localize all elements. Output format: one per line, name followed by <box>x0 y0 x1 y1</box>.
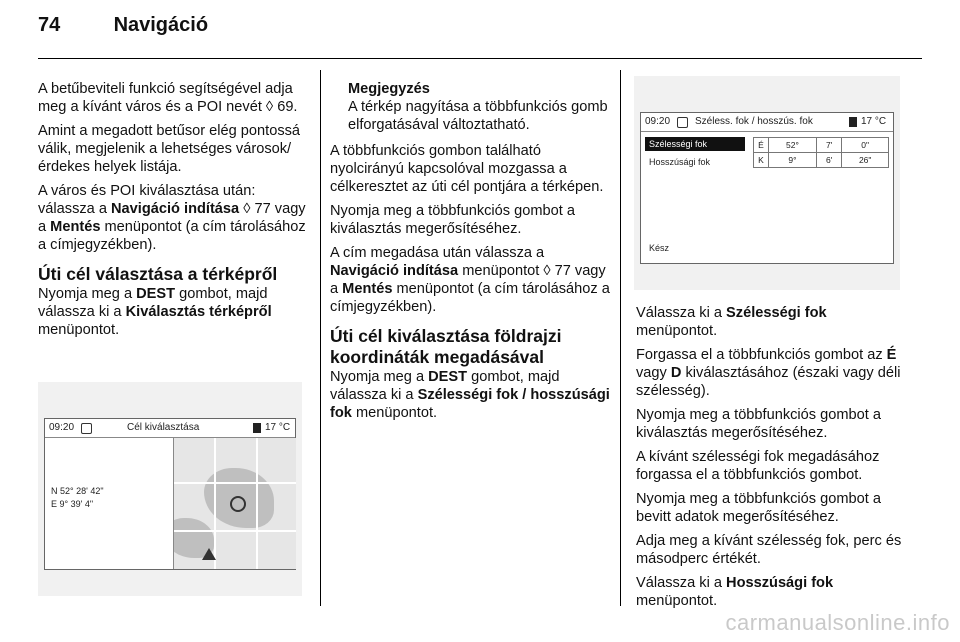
menu-navigation-start: Navigáció indítása <box>111 201 240 217</box>
column-divider-1 <box>320 70 321 606</box>
menu-item-done[interactable]: Kész <box>649 243 670 253</box>
coordinate-grid <box>753 137 889 168</box>
right-paragraph-7: Válassza ki a Hosszúsági fok menüpontot. <box>636 575 834 609</box>
left-paragraph-4: Nyomja meg a DEST gombot, majd válassza ki a Kiválasztás térképről menüpontot. <box>38 286 272 338</box>
coord-screen-title: Széless. fok / hosszús. fok <box>695 116 813 127</box>
map-view[interactable] <box>173 438 296 569</box>
right-column <box>636 304 904 616</box>
middle-paragraph-3: A cím megadása után válassza a Navigáció indítása menüpontot ◊ 77 vagy a Mentés menüpontot (a cím tárolásához a címjegyzékben). <box>330 245 610 315</box>
south-label: D <box>670 365 682 381</box>
coord-screen-statusbar <box>641 113 893 132</box>
column-divider-2 <box>620 70 621 606</box>
right-paragraph-1: Válassza ki a Szélességi fok menüpontot. <box>636 305 827 339</box>
left-paragraph-3: A város és POI kiválasztása után: válassza a Navigáció indítása ◊ 77 vagy a Mentés menüpontot (a cím tárolásához a címjegyzékben). <box>38 183 306 253</box>
note-title: Megjegyzés <box>348 81 430 97</box>
lat-minutes[interactable]: 7' <box>816 138 841 153</box>
menu-select-from-map: Kiválasztás térképről <box>125 304 272 320</box>
clock-icon <box>677 117 688 128</box>
map-screen <box>44 418 296 570</box>
lon-minutes[interactable]: 6' <box>816 153 841 168</box>
north-label: É <box>886 347 897 363</box>
map-screen-title: Cél kiválasztása <box>127 422 200 433</box>
menu-save: Mentés <box>50 219 101 235</box>
section-heading-map: Úti cél választása a térképről <box>38 264 278 284</box>
menu-navigation-start: Navigáció indítása <box>330 263 459 279</box>
map-temperature: 17 °C <box>265 422 291 433</box>
map-time: 09:20 <box>49 422 75 433</box>
section-heading-coordinates: Úti cél kiválasztása földrajzi koordináták megadásával <box>330 326 562 367</box>
page-title: Navigáció <box>113 14 209 36</box>
map-latitude: N 52° 28' 42" <box>51 486 104 496</box>
coord-screen <box>640 112 894 264</box>
thermometer-icon <box>849 117 857 127</box>
middle-column <box>330 80 610 428</box>
middle-paragraph-2: Nyomja meg a többfunkciós gombot a kiválasztás megerősítéséhez. <box>330 203 575 237</box>
page-number: 74 <box>38 14 61 36</box>
lon-degrees[interactable]: 9° <box>769 153 817 168</box>
middle-paragraph-1: A többfunkciós gombon található nyolcirányú kapcsolóval mozgassa a célkeresztet az úti cél pontjára a térképen. <box>330 143 604 195</box>
lat-hemisphere[interactable]: É <box>754 138 769 153</box>
coord-time: 09:20 <box>645 116 671 127</box>
map-screen-image <box>38 382 302 596</box>
menu-item-longitude[interactable]: Hosszúsági fok <box>649 157 711 167</box>
header-rule <box>38 58 922 59</box>
clock-icon <box>81 423 92 434</box>
lat-degrees[interactable]: 52° <box>769 138 817 153</box>
menu-latitude-label: Szélességi fok <box>726 305 827 321</box>
dest-button-label: DEST <box>428 369 468 385</box>
table-row <box>754 138 889 153</box>
left-paragraph-1: A betűbeviteli funkció segítségével adja meg a kívánt város és a POI nevét ◊ 69. <box>38 81 298 115</box>
coord-screen-image <box>634 76 900 290</box>
right-paragraph-6: Adja meg a kívánt szélesség fok, perc és másodperc értékét. <box>636 533 902 567</box>
map-longitude: E 9° 39' 4" <box>51 499 94 509</box>
note-box <box>330 80 610 134</box>
note-text: A térkép nagyítása a többfunkciós gomb elforgatásával változtatható. <box>348 99 608 133</box>
thermometer-icon <box>253 423 261 433</box>
menu-longitude-label: Hosszúsági fok <box>726 575 834 591</box>
menu-item-latitude[interactable]: Szélességi fok <box>645 137 745 151</box>
warning-icon <box>202 548 216 560</box>
lat-seconds[interactable]: 0" <box>842 138 889 153</box>
menu-lat-lon: Szélességi fok / hosszúsági fok <box>330 387 610 421</box>
map-screen-statusbar <box>45 419 295 438</box>
table-row <box>754 153 889 168</box>
right-paragraph-5: Nyomja meg a többfunkciós gombot a bevitt adatok megerősítéséhez. <box>636 491 881 525</box>
left-column <box>38 80 310 345</box>
coord-temperature: 17 °C <box>861 116 887 127</box>
crosshair-icon <box>230 496 246 512</box>
right-paragraph-3: Nyomja meg a többfunkciós gombot a kiválasztás megerősítéséhez. <box>636 407 881 441</box>
watermark: carmanualsonline.info <box>725 610 950 635</box>
lon-seconds[interactable]: 26" <box>842 153 889 168</box>
right-paragraph-2: Forgassa el a többfunkciós gombot az É vagy D kiválasztásához (északi vagy déli szélesség). <box>636 347 901 399</box>
right-paragraph-4: A kívánt szélességi fok megadásához forgassa el a többfunkciós gombot. <box>636 449 880 483</box>
dest-button-label: DEST <box>136 286 176 302</box>
left-paragraph-2: Amint a megadott betűsor elég pontossá válik, megjelenik a lehetséges városok/érdekes helyek listája. <box>38 123 301 175</box>
middle-paragraph-4: Nyomja meg a DEST gombot, majd válassza ki a Szélességi fok / hosszúsági fok menüpontot. <box>330 369 610 421</box>
lon-hemisphere[interactable]: K <box>754 153 769 168</box>
map-coordinates <box>51 485 104 511</box>
page-header <box>38 14 208 37</box>
menu-save: Mentés <box>342 281 393 297</box>
